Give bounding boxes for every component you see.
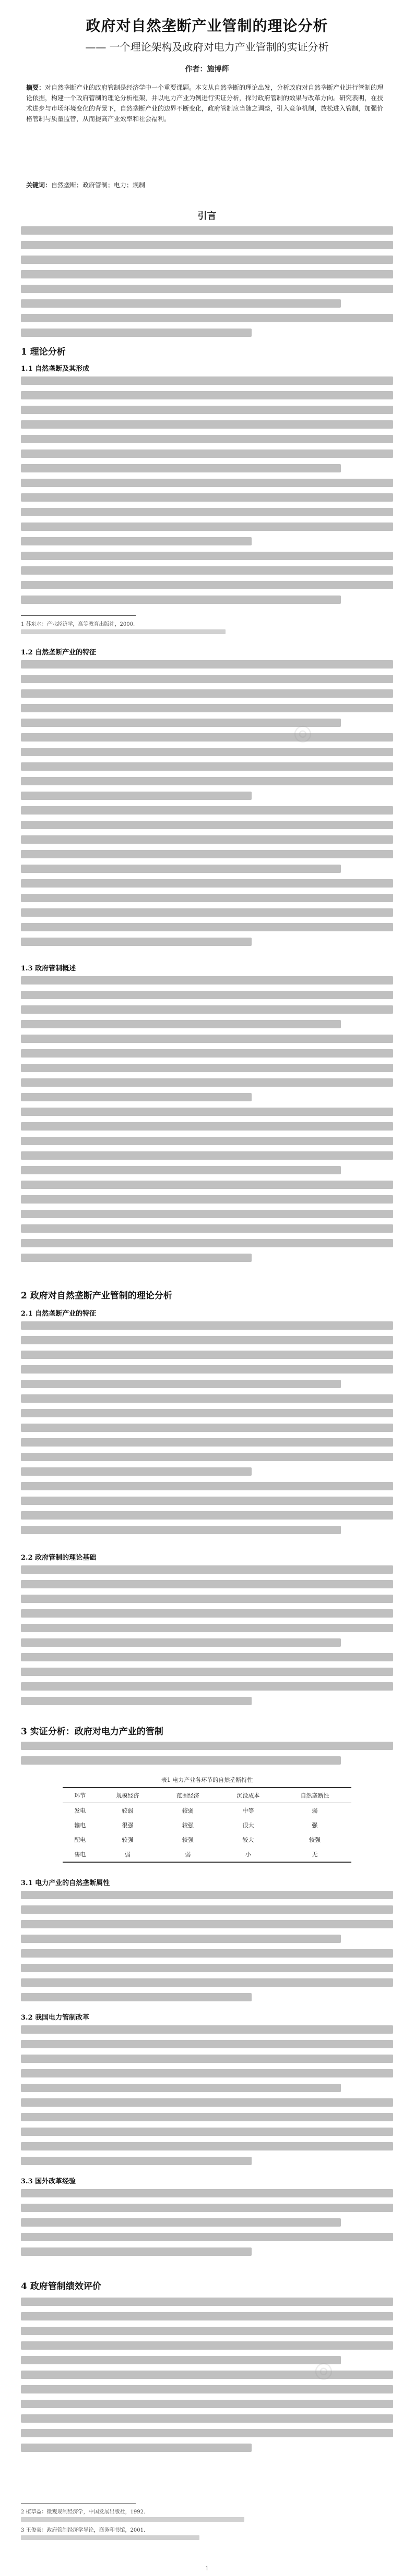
watermark-stamp: ◎ [288, 716, 316, 748]
table-cell: 弱 [312, 1807, 318, 1814]
table-cell: 小 [218, 1847, 278, 1862]
table-cell: 弱 [98, 1847, 158, 1862]
section-3-2-heading: 3.2 我国电力管制改革 [21, 2014, 90, 2022]
abstract [26, 82, 388, 124]
section-2-1-heading: 2.1 自然垄断产业的特征 [21, 1310, 97, 1318]
section-1-3-heading: 1.3 政府管制概述 [21, 965, 76, 973]
table-cell: 弱 [158, 1847, 218, 1862]
footnote-2: 2 植草益：微观规制经济学，中国发展出版社，1992. [21, 2509, 146, 2515]
table-cell: 发电 [74, 1807, 86, 1814]
table-header: 自然垄断性 [278, 1788, 351, 1803]
table-cell: 较强 [122, 1837, 134, 1843]
table-header: 规模经济 [98, 1788, 158, 1803]
table-cell: 输电 [74, 1822, 86, 1829]
keywords-text: 自然垄断；政府管制；电力；规制 [51, 181, 146, 189]
section-3-3-body [21, 2189, 393, 2262]
section-3-1-body [21, 1891, 393, 2008]
footnotes-end [21, 2507, 393, 2544]
abstract-text: 对自然垄断产业的政府管制是经济学中一个重要课题。本文从自然垄断的理论出发，分析政府对自然垄断产业进行管制的理论依据，构建一个政府管制的理论分析框架，并以电力产业为例进行实证分析，探讨政府管制的效果与改革方向。研究表明，在技术进步与市场环境变化的背景下，自然垄断产业的边界不断变化，政府管制应当随之调整，引入竞争机制，放松进入管制，加强价格管制与质量监管，从而提高产业效率和社会福利。 [26, 84, 384, 123]
section-4-heading: 4 政府管制绩效评价 [21, 2281, 101, 2292]
table-cell: 售电 [63, 1847, 98, 1862]
paper-subtitle: —— 一个理论架构及政府对电力产业管制的实证分析 [85, 41, 329, 53]
table-caption: 表1 电力产业各环节的自然垄断特性 [161, 1777, 253, 1783]
section-2-2-heading: 2.2 政府管制的理论基础 [21, 1554, 97, 1562]
footnote-rule [21, 615, 136, 616]
section-4-body [21, 2298, 393, 2458]
section-2-1-body [21, 1321, 393, 1540]
table-cell: 较强 [182, 1822, 194, 1829]
keywords [26, 180, 388, 189]
footnotes-page-1 [21, 619, 393, 638]
table-row [63, 1803, 351, 1818]
table-cell: 无 [278, 1847, 351, 1862]
table-cell: 较强 [309, 1837, 321, 1843]
table-header: 环节 [63, 1788, 98, 1803]
section-3-3-heading: 3.3 国外改革经验 [21, 2178, 76, 2185]
table-cell: 强 [312, 1822, 318, 1829]
data-table [63, 1787, 351, 1863]
section-3-heading: 3 实证分析：政府对电力产业的管制 [21, 1727, 163, 1737]
table-header: 范围经济 [158, 1788, 218, 1803]
section-intro-title: 引言 [197, 211, 217, 222]
intro-paragraph [21, 226, 393, 343]
table-cell: 较强 [182, 1837, 194, 1843]
footnote-1: 1 苏东水：产业经济学，高等教育出版社，2000. [21, 622, 135, 627]
section-1-heading: 1 理论分析 [21, 347, 66, 357]
table-cell: 较弱 [182, 1807, 194, 1814]
section-2-heading: 2 政府对自然垄断产业管制的理论分析 [21, 1291, 172, 1301]
section-1-1-body [21, 376, 393, 610]
table-header: 沉没成本 [218, 1788, 278, 1803]
section-3-intro [21, 1742, 393, 1771]
table-row [63, 1818, 351, 1832]
footnote-3: 3 王俊豪：政府管制经济学导论，商务印书馆，2001. [21, 2528, 146, 2533]
author-line: 作者：施博辉 [185, 65, 229, 74]
table-cell: 很大 [242, 1822, 254, 1829]
section-3-1-heading: 3.1 电力产业的自然垄断属性 [21, 1879, 110, 1887]
section-1-1-heading: 1.1 自然垄断及其形成 [21, 365, 90, 373]
table-cell: 中等 [242, 1807, 254, 1814]
keywords-label: 关键词： [26, 181, 52, 189]
table-1 [63, 1776, 351, 1863]
table-cell: 配电 [74, 1837, 86, 1843]
table-cell: 很强 [122, 1822, 134, 1829]
table-row [63, 1832, 351, 1847]
table-row [63, 1847, 351, 1862]
section-2-2-body [21, 1565, 393, 1711]
footnote-rule [21, 2503, 136, 2504]
section-3-2-body [21, 2025, 393, 2171]
page-number: 1 [205, 2565, 209, 2572]
table-cell: 较大 [242, 1837, 254, 1843]
section-1-2-body [21, 660, 393, 952]
section-1-2-heading: 1.2 自然垄断产业的特征 [21, 649, 97, 657]
abstract-label: 摘要： [26, 84, 45, 91]
watermark-stamp: ◎ [309, 2354, 337, 2386]
paper-title: 政府对自然垄断产业管制的理论分析 [86, 17, 328, 34]
table-cell: 较弱 [122, 1807, 134, 1814]
section-1-3-body [21, 976, 393, 1268]
